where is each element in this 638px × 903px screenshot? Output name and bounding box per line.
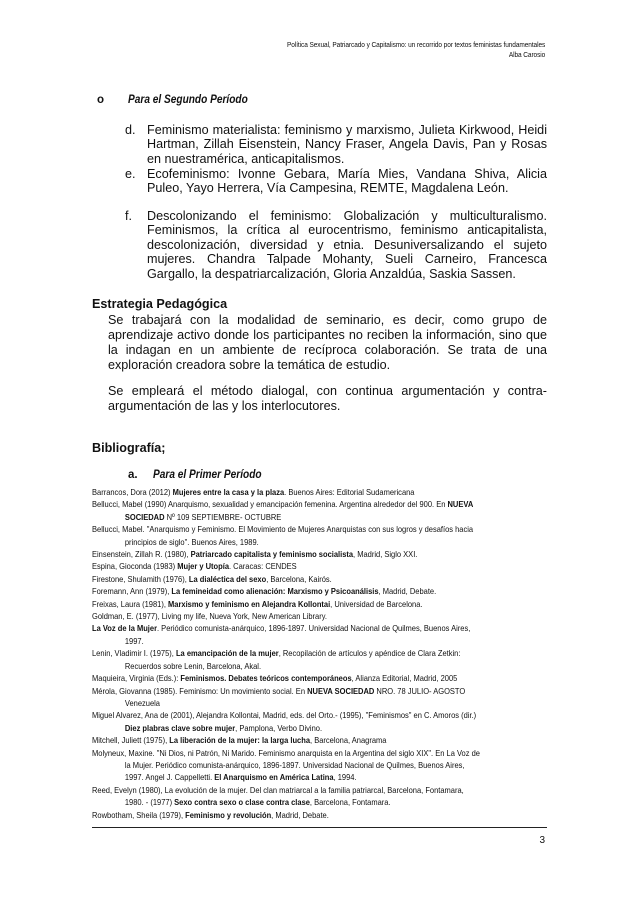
bibliography-title: La Voz de la Mujer xyxy=(92,623,158,634)
bibliography-line xyxy=(92,685,592,697)
list-marker: e. xyxy=(125,167,136,181)
bibliography-line xyxy=(92,598,592,610)
bibliography-title: La liberación de la mujer: la larga lucha xyxy=(169,735,311,746)
bibliography-line xyxy=(92,647,592,659)
bibliography-line xyxy=(92,635,625,647)
list-item-text: Feminismo materialista: feminismo y marxismo, Julieta Kirkwood, Heidi Hartman, Zillah Eisenstein, Nancy Fraser, Angela Davis, Pan y Rosas en nuestramérica, anticapitalismos. xyxy=(147,123,547,166)
list-marker: f. xyxy=(125,209,132,223)
bibliography-text: Freixas, Laura (1981), xyxy=(92,598,169,609)
bibliografia-heading: Bibliografía; xyxy=(92,441,166,455)
bibliography-text: , Madrid, Debate. xyxy=(271,809,329,820)
section-heading-segundo-periodo xyxy=(97,93,264,108)
bibliography-line xyxy=(92,759,625,771)
bibliography-text: . Caracas: CENDES xyxy=(229,561,297,572)
list-item xyxy=(125,167,547,196)
header-author: Alba Carosio xyxy=(508,50,545,59)
bibliography-title: Marxismo y feminismo en Alejandra Kollontai xyxy=(168,598,331,609)
bibliography-line xyxy=(92,784,592,796)
bibliography-title: La emancipación de la mujer xyxy=(175,648,279,659)
bibliography-line xyxy=(92,610,592,622)
bibliography-text: , Recopilación de artículos y apéndice de Clara Zetkin: xyxy=(278,648,461,659)
page-number: 3 xyxy=(539,835,545,846)
bibliography-title: NUEVA SOCIEDAD xyxy=(307,685,375,696)
bibliography-text: Firestone, Shulamith (1976), xyxy=(92,573,189,584)
bibliography-text: , Barcelona, Anagrama xyxy=(310,735,387,746)
bibliography-text: , Madrid, Debate. xyxy=(378,586,437,597)
bibliography-line xyxy=(92,709,592,721)
bibliography-text: Bellucci, Mabel. "Anarquismo y Feminismo. El Movimiento de Mujeres Anarquistas con sus logros y desafíos hacia xyxy=(92,524,474,535)
bibliography-title: Diez plabras clave sobre mujer xyxy=(124,722,236,733)
bibliography-title: NUEVA xyxy=(447,499,474,510)
bibliography-line xyxy=(92,622,592,634)
bibliography-line xyxy=(92,734,592,746)
bibliography-text: principios de siglo". Buenos Aires, 1989. xyxy=(124,536,259,547)
list-item xyxy=(125,209,547,281)
footer-rule xyxy=(92,827,547,828)
estrategia-heading: Estrategia Pedagógica xyxy=(92,297,228,311)
bibliography-text: NRO. 78 JULIO- AGOSTO xyxy=(374,685,466,696)
bibliography-title: Mujeres entre la casa y la plaza xyxy=(172,487,285,497)
section-title: Para el Primer Período xyxy=(153,469,262,481)
bibliography-line xyxy=(92,771,625,783)
bibliography-text: Reed, Evelyn (1980), La evolución de la mujer. Del clan matriarcal a la familia patriarcal, Barcelona, Fontamara, xyxy=(92,784,464,795)
bibliography-title: SOCIEDAD xyxy=(124,511,165,522)
section-heading-primer-periodo xyxy=(128,469,276,481)
bibliography-text: , 1994. xyxy=(333,772,357,783)
list-item xyxy=(125,123,547,166)
bibliography-text: , Madrid, Siglo XXI. xyxy=(353,549,418,560)
bibliography-text: . Buenos Aires: Editorial Sudamericana xyxy=(284,487,415,497)
bibliography-text: Molyneux, Maxine. "Ni Dios, ni Patrón, Ni Marido. Feminismo anarquista en la Argentina del siglo XIX". En La Voz de xyxy=(92,747,480,758)
bibliography-title: Mujer y Utopía xyxy=(177,561,230,572)
bibliography-line xyxy=(92,697,625,709)
bibliography-title: Patriarcado capitalista y feminismo socialista xyxy=(190,549,354,560)
bibliography-line xyxy=(92,809,592,821)
bibliography-line xyxy=(92,585,592,597)
list-item-text: Ecofeminismo: Ivonne Gebara, María Mies, Vandana Shiva, Alicia Puleo, Yayo Herrera, Vía Campesina, REMTE, Magdalena León. xyxy=(147,167,547,196)
bibliography-text: Rowbotham, Sheila (1979), xyxy=(92,809,186,820)
bibliography-title: La dialéctica del sexo xyxy=(188,573,267,584)
bibliography-text: , Barcelona, Kairós. xyxy=(266,573,332,584)
estrategia-paragraph-1: Se trabajará con la modalidad de seminario, es decir, como grupo de aprendizaje activo donde los participantes no reciben la información, sino que la indagan en un ambiente de recíproca colaboración. Se trata de una exploración creadora sobre la temática de estudio. xyxy=(108,313,547,373)
bibliography-title: Feminismo y revolución xyxy=(185,809,272,820)
bibliography-text: 1980. - (1977) xyxy=(124,797,175,808)
bibliography-text: , Pamplona, Verbo Divino. xyxy=(235,722,323,733)
bibliography-text: Einsenstein, Zillah R. (1980), xyxy=(92,549,191,560)
bibliography-text: Mitchell, Juliett (1975), xyxy=(92,735,170,746)
bibliography-title: El Anarquismo en América Latina xyxy=(214,772,334,783)
bibliography-text: Goldman, E. (1977), Living my life, Nueva York, New American Library. xyxy=(92,611,328,622)
bibliography-text: , Barcelona, Fontamara. xyxy=(309,797,391,808)
bibliography-text: Espina, Gioconda (1983) xyxy=(92,561,178,572)
bibliography-text: 1997. Angel J. Cappelletti. xyxy=(124,772,215,783)
bibliography-text: Recuerdos sobre Lenin, Barcelona, Akal. xyxy=(124,660,262,671)
bibliography-line xyxy=(92,523,592,535)
bibliography-line xyxy=(92,672,592,684)
bibliography-line xyxy=(92,498,592,510)
bibliography-text: , Universidad de Barcelona. xyxy=(330,598,423,609)
bibliography-line xyxy=(92,536,625,548)
list-marker: d. xyxy=(125,123,136,137)
bibliography-line xyxy=(92,486,592,498)
bullet-marker: a. xyxy=(128,469,138,481)
bibliography-line xyxy=(92,747,592,759)
bibliography-line xyxy=(92,796,625,808)
list-item-text: Descolonizando el feminismo: Globalización y multiculturalismo. Feminismos, la crítica al eurocentrismo, feminismo anticapitalista, descolonización, diversidad y etnia. Desuniversalizando el sujeto mujeres. Chandra Talpade Mohanty, Sueli Carneiro, Francesca Gargallo, la despatriarcalización, Gloria Anzaldúa, Saskia Sassen. xyxy=(147,209,547,281)
bibliography-text: la Mujer. Periódico comunista-anárquico, 1896-1897. Universidad Nacional de Quilmes, Buenos Aires, xyxy=(124,759,465,770)
bibliography-text: . Periódico comunista-anárquico, 1896-1897. Universidad Nacional de Quilmes, Buenos Aires, xyxy=(157,623,471,634)
bibliography-text: Lenin, Vladimir I. (1975), xyxy=(92,648,176,659)
bullet-marker: o xyxy=(97,94,105,106)
bibliography-line xyxy=(92,560,592,572)
bibliography-text: Maquieira, Virginia (Eds.): xyxy=(92,673,181,684)
bibliography-text: , Alianza Editorial, Madrid, 2005 xyxy=(351,673,458,684)
bibliography-text: Barrancos, Dora (2012) xyxy=(92,487,173,497)
bibliography-text: Mérola, Giovanna (1985). Feminismo: Un movimiento social. En xyxy=(92,685,308,696)
running-header xyxy=(287,40,545,60)
bibliography-title: Sexo contra sexo o clase contra clase xyxy=(174,797,310,808)
bibliography-text: Nº 109 SEPTIEMBRE- OCTUBRE xyxy=(164,511,282,522)
bibliography-title: Feminismos. Debates teóricos contemporáneos xyxy=(180,673,352,684)
bibliography-text: Venezuela xyxy=(124,697,160,708)
bibliography-text: 1997. xyxy=(124,635,144,646)
bibliography-list xyxy=(92,486,592,821)
section-title: Para el Segundo Período xyxy=(128,94,248,106)
bibliography-line xyxy=(92,660,625,672)
bibliography-line xyxy=(92,722,625,734)
bibliography-title: La femineidad como alienación: Marxismo y Psicoanálisis xyxy=(171,586,379,597)
bibliography-line xyxy=(92,548,592,560)
header-title: Política Sexual, Patriarcado y Capitalismo: un recorrido por textos feministas fundamentales xyxy=(286,40,545,49)
bibliography-text: Bellucci, Mabel (1990) Anarquismo, sexualidad y emancipación femenina. Argentina alrededor del 900. En xyxy=(92,499,448,510)
bibliography-text: Miguel Alvarez, Ana de (2001), Alejandra Kollontai, Madrid, eds. del Orto.- (1995), "Feminismos" en C. Amoros (dir.) xyxy=(92,710,477,721)
bibliography-text: Foremann, Ann (1979), xyxy=(92,586,172,597)
estrategia-paragraph-2: Se empleará el método dialogal, con continua argumentación y contra-argumentación de las y los interlocutores. xyxy=(108,384,547,414)
bibliography-line xyxy=(92,573,592,585)
bibliography-line xyxy=(92,511,625,523)
